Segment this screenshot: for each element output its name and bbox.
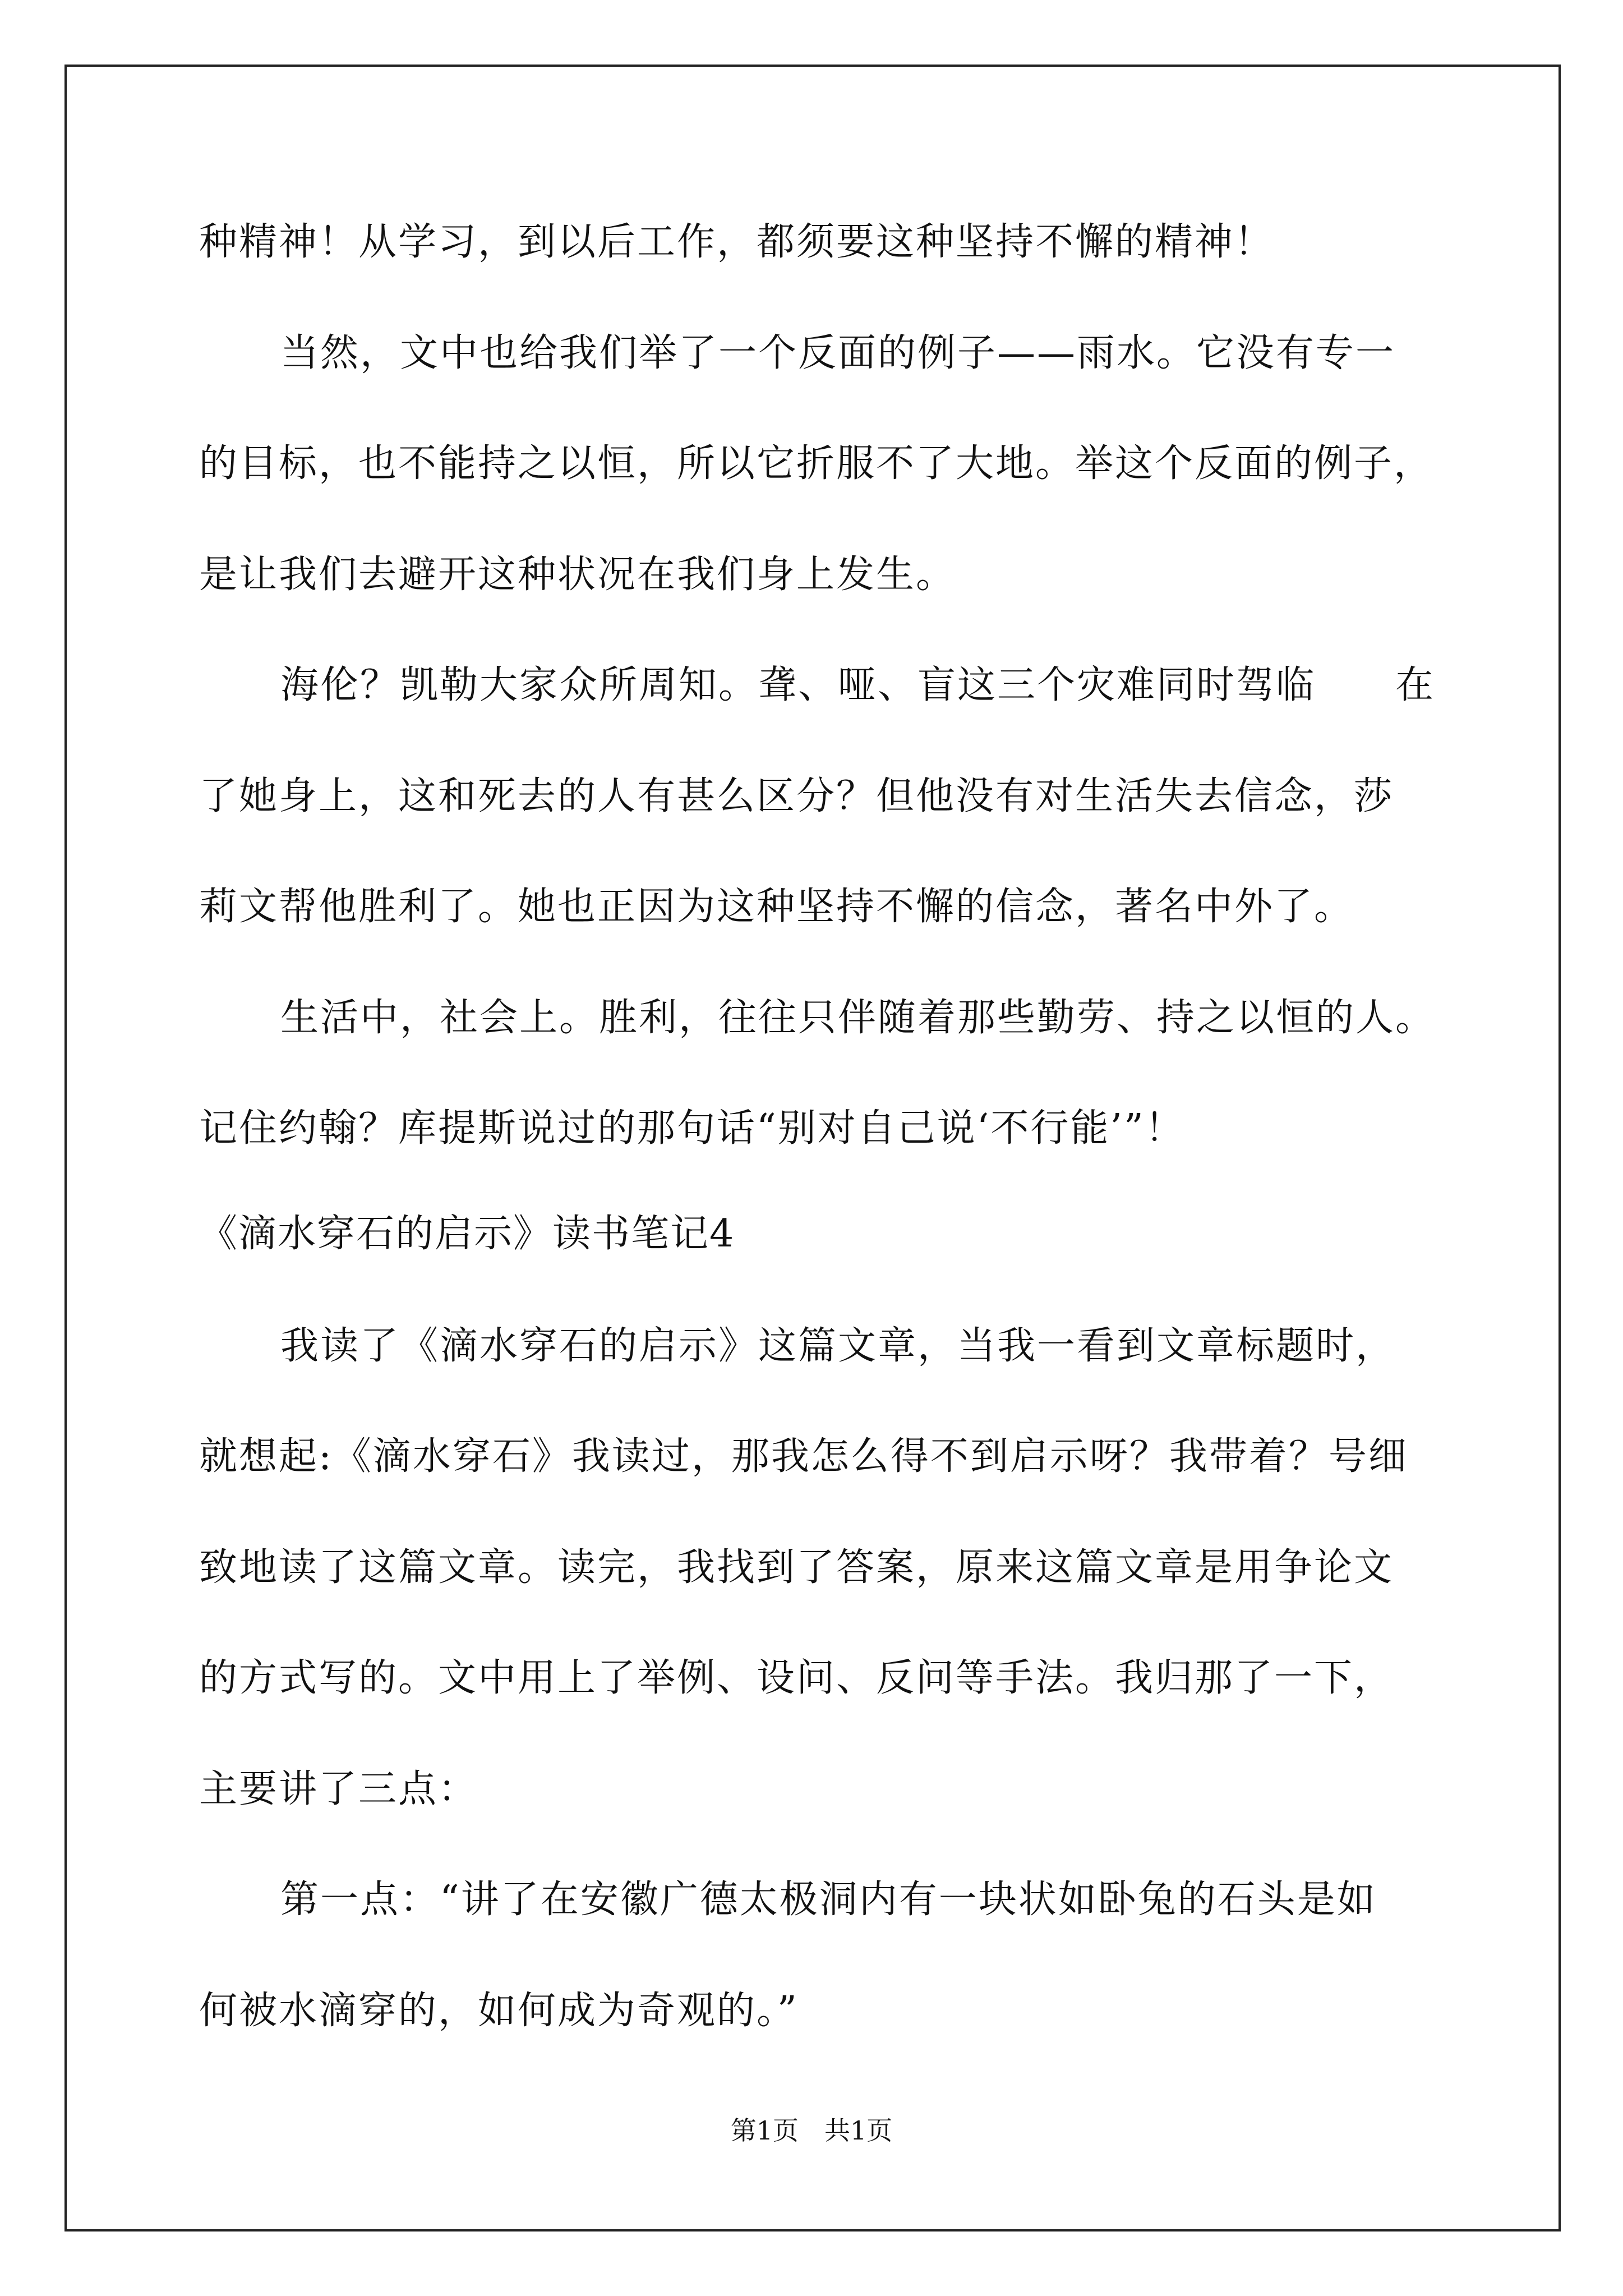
paragraph-line-16: 第一点：“讲了在安徽广德太极洞内有一块状如卧兔的石头是如 [280,1878,1377,1922]
paragraph-line-3: 的目标，也不能持之以恒，所以它折服不了大地。举这个反面的例子， [199,441,1434,486]
paragraph-line-15: 主要讲了三点： [199,1767,478,1811]
paragraph-line-9: 记住约翰？库提斯说过的那句话“别对自己说‘不行能’”！ [199,1106,1185,1151]
paragraph-line-8: 生活中，社会上。胜利，往往只伴随着那些勤劳、持之以恒的人。 [280,996,1436,1040]
paragraph-line-5: 海伦？凯勒大家众所周知。聋、哑、盲这三个灾难同时驾临 在 [280,663,1436,707]
paragraph-line-1: 种精神！从学习，到以后工作，都须要这种坚持不懈的精神！ [199,220,1275,264]
paragraph-line-14: 的方式写的。文中用上了举例、设问、反问等手法。我归那了一下， [199,1656,1394,1700]
paragraph-line-6: 了她身上，这和死去的人有甚么区分？但他没有对生活失去信念，莎 [199,774,1394,818]
paragraph-line-12: 就想起:《滴水穿石》我读过，那我怎么得不到启示呀？我带着？号细 [199,1434,1408,1479]
page-footer: 第1页 共1页 [730,2115,893,2146]
paragraph-line-13: 致地读了这篇文章。读完，我找到了答案，原来这篇文章是用争论文 [199,1545,1394,1590]
paragraph-line-4: 是让我们去避开这种状况在我们身上发生。 [199,553,956,597]
paragraph-line-2: 当然，文中也给我们举了一个反面的例子——雨水。它没有专一 [280,331,1396,375]
paragraph-line-17: 何被水滴穿的，如何成为奇观的。” [199,1989,799,2033]
paragraph-line-11: 我读了《滴水穿石的启示》这篇文章，当我一看到文章标题时， [280,1324,1396,1368]
section-heading: 《滴水穿石的启示》读书笔记4 [199,1212,735,1256]
paragraph-line-7: 莉文帮他胜利了。她也正因为这种坚持不懈的信念，著名中外了。 [199,885,1354,929]
